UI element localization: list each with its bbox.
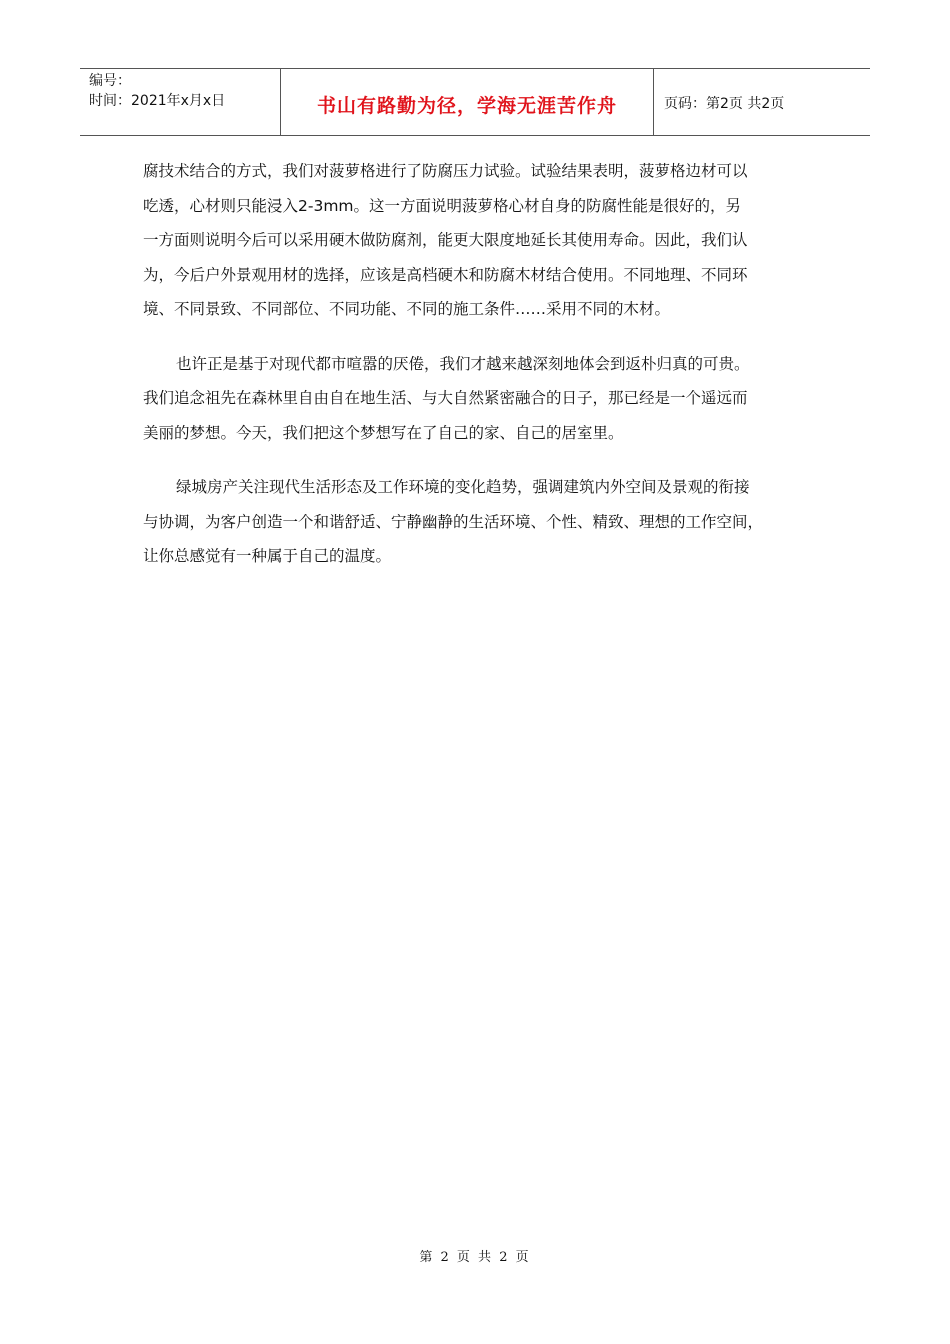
text-line: 也许正是基于对现代都市喧嚣的厌倦，我们才越来越深刻地体会到返朴归真的可贵。 [176,354,750,373]
text-line: 腐技术结合的方式，我们对菠萝格进行了防腐压力试验。试验结果表明，菠萝格边材可以 [143,162,748,180]
paragraph [143,470,808,574]
document-number-label: 编号： [89,73,131,89]
header-page-cell [654,69,870,135]
header-motto-cell [281,69,654,135]
text-line: 吃透，心材则只能浸入2-3mm。这一方面说明菠萝格心材自身的防腐性能是很好的，另 [143,196,742,215]
text-line: 我们追念祖先在森林里自由自在地生活、与大自然紧密融合的日子，那已经是一个遥远而 [143,389,748,407]
text-line: 境、不同景致、不同部位、不同功能、不同的施工条件……采用不同的木材。 [143,300,671,318]
text-line: 为，今后户外景观用材的选择，应该是高档硬木和防腐木材结合使用。不同地理、不同环 [143,265,748,284]
text-line: 与协调，为客户创造一个和谐舒适、宁静幽静的生活环境、个性、精致、理想的工作空间， [143,512,764,531]
paragraph [143,154,808,327]
document-body [143,154,808,594]
text-line: 一方面则说明今后可以采用硬木做防腐剂，能更大限度地延长其使用寿命。因此，我们认 [143,231,748,249]
header-page-info: 页码：第2页 共2页 [664,96,785,112]
paragraph [143,347,808,451]
document-date-label: 时间：2021年x月x日 [89,93,226,109]
text-line: 让你总感觉有一种属于自己的温度。 [143,547,392,565]
page-footer: 第 2 页 共 2 页 [419,1250,531,1265]
text-line: 美丽的梦想。今天，我们把这个梦想写在了自己的家、自己的居室里。 [143,423,624,442]
page-header [80,68,870,136]
header-meta-cell [80,69,281,135]
text-line: 绿城房产关注现代生活形态及工作环境的变化趋势，强调建筑内外空间及景观的衔接 [176,478,750,496]
header-motto: 书山有路勤为径，学海无涯苦作舟 [316,95,617,117]
